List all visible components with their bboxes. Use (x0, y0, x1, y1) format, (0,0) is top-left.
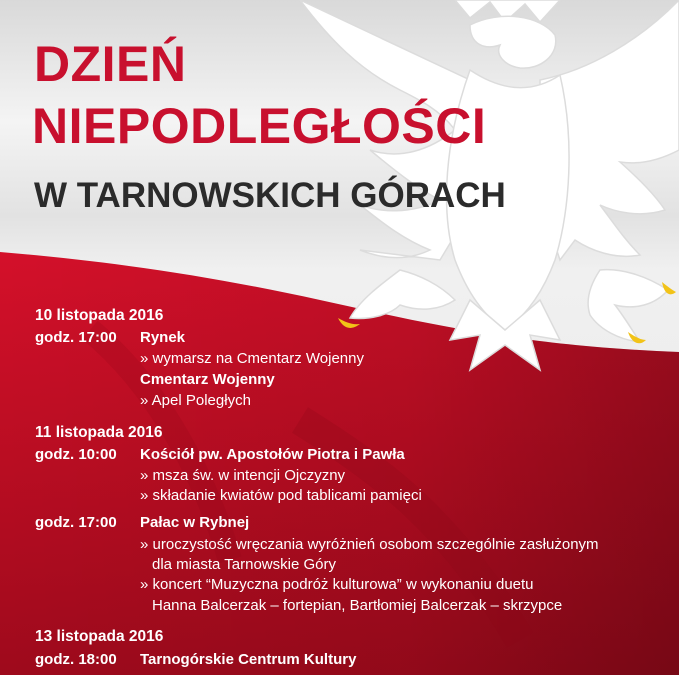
day-date: 11 listopada 2016 (35, 424, 163, 441)
day-date: 13 listopada 2016 (35, 628, 164, 645)
day-date: 10 listopada 2016 (35, 307, 164, 324)
event-place: Kościół pw. Apostołów Piotra i Pawła (140, 446, 405, 463)
event-item: » msza św. w intencji Ojczyzny (140, 467, 346, 484)
event-item: » uroczystość wręczania wyróżnień osobom szczególnie zasłużonym (140, 536, 599, 553)
event-place: Pałac w Rybnej (140, 514, 250, 531)
event-time: godz. 18:00 (35, 651, 117, 668)
event-item: dla miasta Tarnowskie Góry (152, 556, 336, 573)
event-item: » wymarsz na Cmentarz Wojenny (140, 350, 364, 367)
event-time: godz. 10:00 (35, 446, 117, 463)
event-time: godz. 17:00 (35, 514, 117, 531)
event-time: godz. 17:00 (35, 329, 117, 346)
event-item: Hanna Balcerzak – fortepian, Bartłomiej Balcerzak – skrzypce (152, 597, 563, 614)
title-line-2: NIEPODLEGŁOŚCI (32, 98, 487, 154)
event-item: » koncert “Muzyczna podróż kulturowa” w wykonaniu duetu (140, 576, 534, 593)
title-line-1: DZIEŃ (34, 36, 187, 92)
subtitle: W TARNOWSKICH GÓRACH (34, 176, 506, 215)
event-place: Rynek (140, 329, 186, 346)
event-place: Cmentarz Wojenny (140, 371, 275, 388)
event-item: » składanie kwiatów pod tablicami pamięci (140, 487, 422, 504)
event-item: » Apel Poległych (140, 392, 251, 409)
event-place: Tarnogórskie Centrum Kultury (140, 651, 357, 668)
